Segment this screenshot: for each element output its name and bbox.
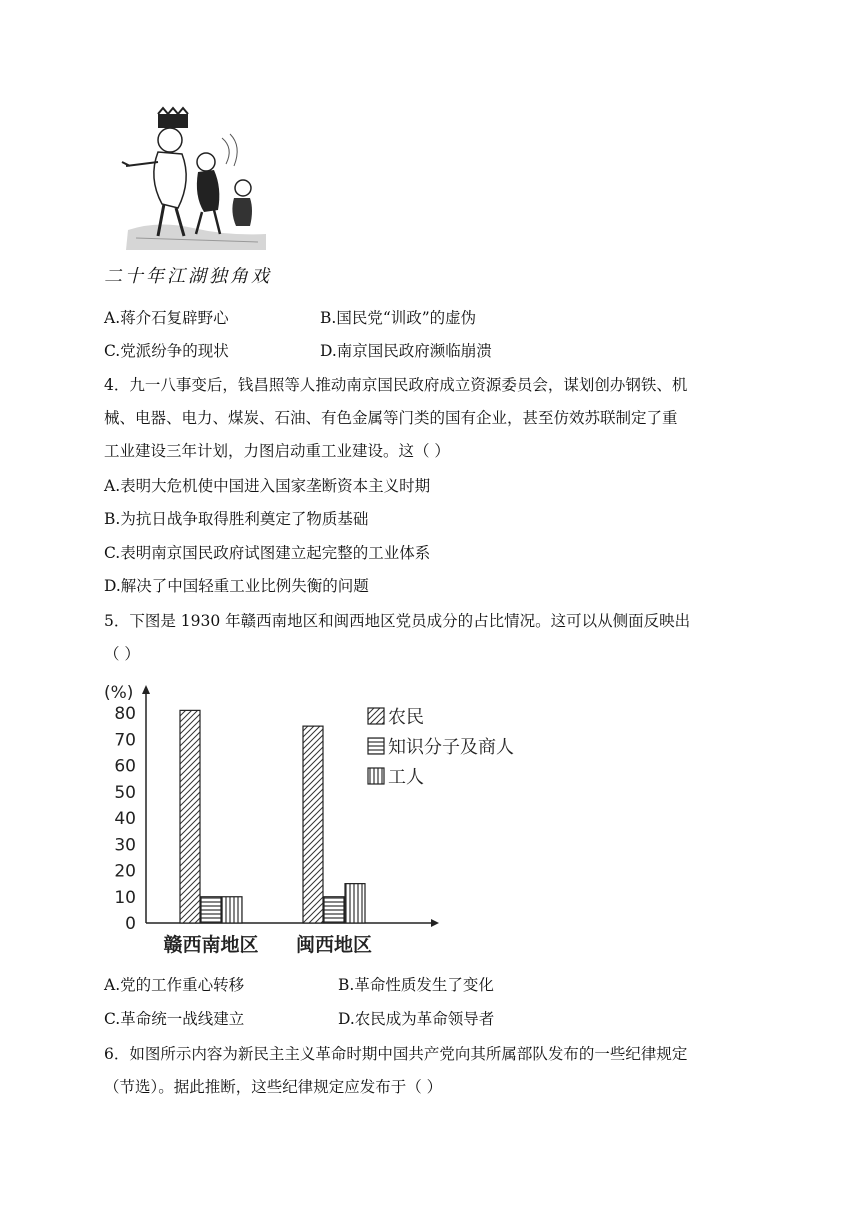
y-tick-label: 20 bbox=[114, 861, 136, 882]
political-cartoon-image bbox=[118, 108, 268, 250]
y-tick-label: 0 bbox=[125, 914, 136, 934]
bar bbox=[345, 884, 365, 923]
legend-label: 知识分子及商人 bbox=[388, 737, 514, 758]
q3-option-d: D.南京国民政府濒临崩溃 bbox=[320, 342, 492, 360]
y-tick-label: 50 bbox=[114, 782, 136, 803]
bar bbox=[324, 897, 344, 923]
x-category-label: 赣西南地区 bbox=[163, 934, 259, 956]
y-axis-label: (%) bbox=[104, 683, 134, 703]
y-tick-label: 60 bbox=[114, 756, 136, 777]
y-axis-arrow bbox=[142, 685, 150, 694]
q5-stem-line2: （ ） bbox=[104, 645, 140, 663]
party-member-composition-chart bbox=[96, 680, 514, 970]
legend-label: 工人 bbox=[388, 767, 424, 788]
bar bbox=[180, 710, 200, 923]
x-axis-arrow bbox=[431, 919, 439, 927]
legend-swatch bbox=[368, 708, 384, 724]
bar bbox=[303, 726, 323, 923]
legend-swatch bbox=[368, 768, 384, 784]
legend-label: 农民 bbox=[388, 707, 424, 728]
y-tick-label: 70 bbox=[114, 730, 136, 751]
chart-svg bbox=[96, 680, 514, 970]
q4-stem-line2: 械、电器、电力、煤炭、石油、有色金属等门类的国有企业，甚至仿效苏联制定了重 bbox=[104, 409, 678, 427]
legend-swatch bbox=[368, 738, 384, 754]
q4-option-b: B.为抗日战争取得胜利奠定了物质基础 bbox=[104, 510, 369, 528]
q4-option-c: C.表明南京国民政府试图建立起完整的工业体系 bbox=[104, 544, 431, 562]
q4-option-a: A.表明大危机使中国进入国家垄断资本主义时期 bbox=[104, 477, 431, 495]
q3-option-b: B.国民党“训政”的虚伪 bbox=[320, 309, 477, 327]
y-tick-label: 10 bbox=[114, 887, 136, 908]
bar bbox=[201, 897, 221, 923]
y-tick-label: 80 bbox=[114, 704, 136, 724]
q4-stem-line1: 4．九一八事变后，钱昌照等人推动南京国民政府成立资源委员会，谋划创办钢铁、机 bbox=[104, 376, 688, 394]
q5-option-c: C.革命统一战线建立 bbox=[104, 1010, 245, 1028]
q4-option-d: D.解决了中国轻重工业比例失衡的问题 bbox=[104, 577, 369, 595]
x-category-label: 闽西地区 bbox=[295, 934, 373, 956]
q5-option-b: B.革命性质发生了变化 bbox=[338, 976, 494, 994]
q5-option-d: D.农民成为革命领导者 bbox=[338, 1010, 495, 1028]
q6-stem-line1: 6．如图所示内容为新民主主义革命时期中国共产党向其所属部队发布的一些纪律规定 bbox=[104, 1045, 688, 1063]
q6-stem-line2: （节选）。据此推断，这些纪律规定应发布于（ ） bbox=[104, 1078, 443, 1096]
bar bbox=[222, 897, 242, 923]
q4-stem-line3: 工业建设三年计划，力图启动重工业建设。这（ ） bbox=[104, 442, 450, 460]
cartoon-caption: 二十年江湖独角戏 bbox=[104, 266, 272, 287]
q3-option-a: A.蒋介石复辟野心 bbox=[104, 309, 229, 327]
q3-option-c: C.党派纷争的现状 bbox=[104, 342, 229, 360]
q5-stem-line1: 5．下图是 1930 年赣西南地区和闽西地区党员成分的占比情况。这可以从侧面反映出 bbox=[104, 612, 691, 630]
q5-option-a: A.党的工作重心转移 bbox=[104, 976, 245, 994]
y-tick-label: 40 bbox=[114, 809, 136, 829]
y-tick-label: 30 bbox=[114, 835, 136, 856]
